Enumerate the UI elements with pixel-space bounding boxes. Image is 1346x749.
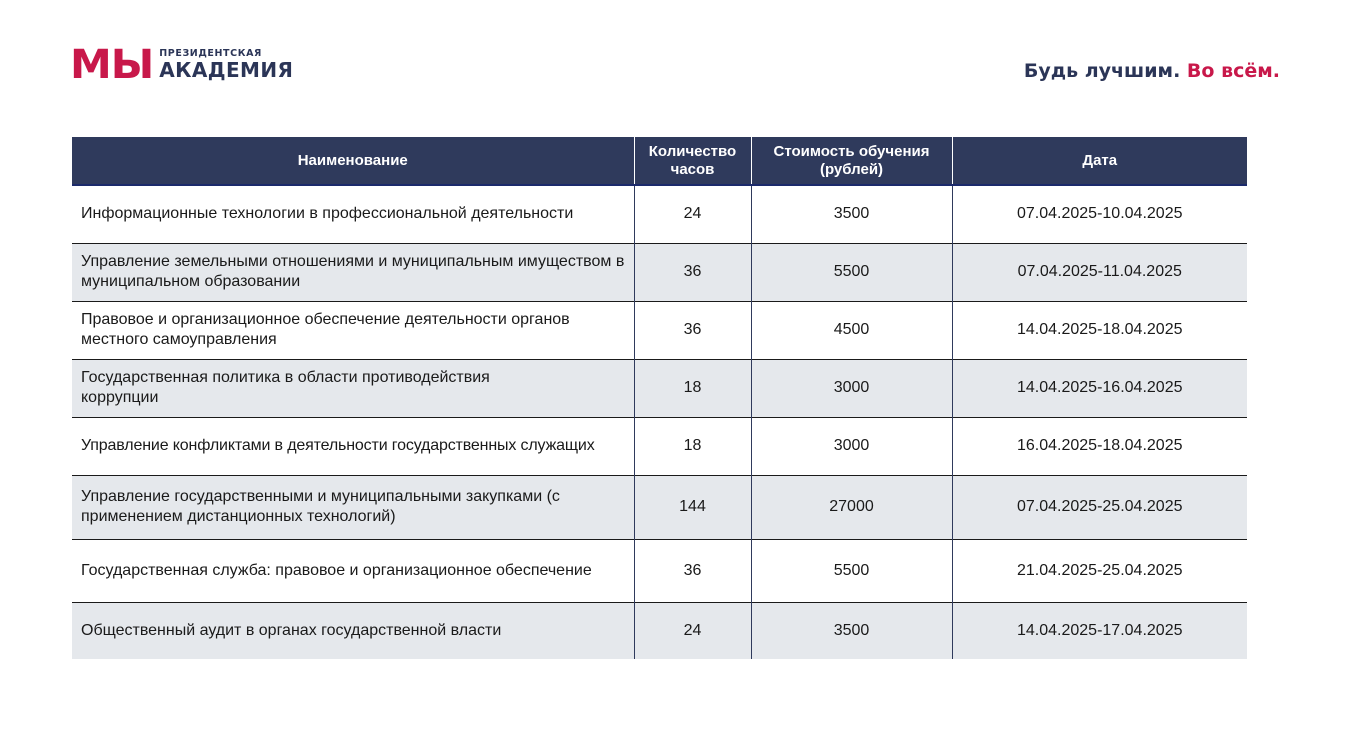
course-hours: 24 xyxy=(634,602,751,659)
course-name: Информационные технологии в профессиональной деятельности xyxy=(81,205,574,223)
table-row xyxy=(72,185,1247,243)
course-name: Управление земельными отношениями и муниципальным имуществом в муниципальном образовании xyxy=(72,243,634,301)
course-cost: 3500 xyxy=(751,602,952,659)
course-date: 07.04.2025-10.04.2025 xyxy=(952,185,1247,243)
course-hours: 36 xyxy=(634,539,751,602)
column-header-date: Дата xyxy=(952,137,1247,185)
course-cost: 4500 xyxy=(751,301,952,359)
course-date: 21.04.2025-25.04.2025 xyxy=(952,539,1247,602)
column-header-cost: Стоимость обучения (рублей) xyxy=(751,137,952,185)
course-cost: 3000 xyxy=(751,417,952,475)
course-cost: 3000 xyxy=(751,359,952,417)
slogan-part-1: Будь лучшим. xyxy=(1023,60,1181,82)
table-row xyxy=(72,602,1247,659)
course-hours: 144 xyxy=(634,475,751,539)
course-date: 07.04.2025-25.04.2025 xyxy=(952,475,1247,539)
table-row xyxy=(72,243,1247,301)
column-header-name: Наименование xyxy=(72,137,634,185)
course-date: 07.04.2025-11.04.2025 xyxy=(952,243,1247,301)
course-cost: 27000 xyxy=(751,475,952,539)
course-hours: 18 xyxy=(634,359,751,417)
course-name: Правовое и организационное обеспечение деятельности органов местного самоуправления xyxy=(72,301,634,359)
logo-mark: МЫ xyxy=(70,42,154,88)
course-name: Государственная политика в области противодействия коррупции xyxy=(72,359,634,417)
table-row xyxy=(72,301,1247,359)
column-header-hours: Количество часов xyxy=(634,137,751,185)
course-date: 14.04.2025-17.04.2025 xyxy=(952,602,1247,659)
table-row xyxy=(72,359,1247,417)
course-name: Управление конфликтами в деятельности государственных служащих xyxy=(72,417,634,475)
slogan xyxy=(1024,60,1280,82)
course-date: 14.04.2025-16.04.2025 xyxy=(952,359,1247,417)
course-name: Государственная служба: правовое и организационное обеспечение xyxy=(72,539,634,602)
course-cost: 5500 xyxy=(751,243,952,301)
course-hours: 36 xyxy=(634,301,751,359)
table-header-row xyxy=(72,137,1247,185)
logo xyxy=(70,42,294,88)
logo-wordmark xyxy=(159,48,293,81)
course-name: Общественный аудит в органах государственной власти xyxy=(72,602,634,659)
course-date: 14.04.2025-18.04.2025 xyxy=(952,301,1247,359)
table-row xyxy=(72,417,1247,475)
course-cost: 3500 xyxy=(751,185,952,243)
course-name: Управление государственными и муниципальными закупками (с применением дистанционных технологий) xyxy=(72,475,634,539)
table-row xyxy=(72,539,1247,602)
courses-table xyxy=(72,137,1247,659)
course-cost: 5500 xyxy=(751,539,952,602)
course-hours: 24 xyxy=(634,185,751,243)
course-hours: 18 xyxy=(634,417,751,475)
table-row xyxy=(72,475,1247,539)
course-hours: 36 xyxy=(634,243,751,301)
logo-bottom-line: АКАДЕМИЯ xyxy=(159,58,294,82)
logo-top-line: ПРЕЗИДЕНТСКАЯ xyxy=(159,48,262,59)
slogan-part-2: Во всём. xyxy=(1186,60,1280,82)
course-date: 16.04.2025-18.04.2025 xyxy=(952,417,1247,475)
